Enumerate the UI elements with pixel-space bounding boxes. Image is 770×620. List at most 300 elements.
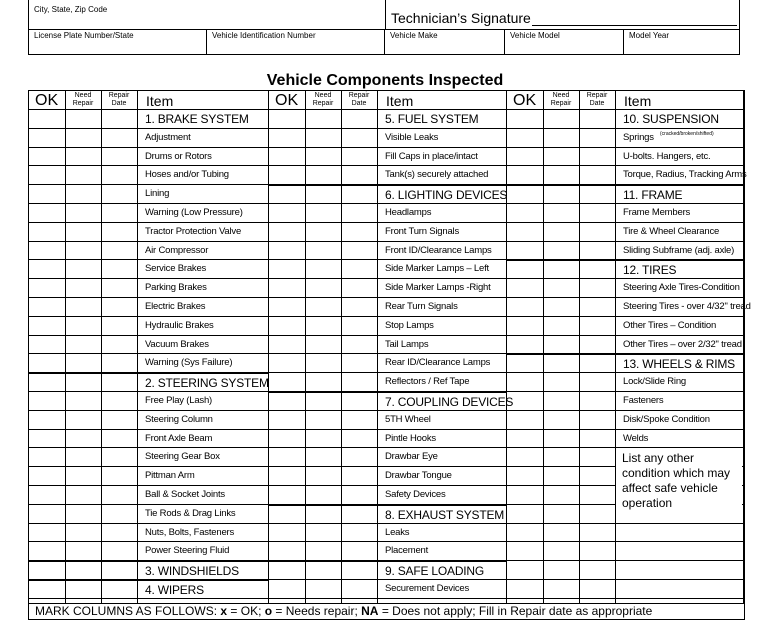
need-repair-cell[interactable] xyxy=(65,129,101,147)
need-repair-cell[interactable] xyxy=(65,354,101,372)
ok-cell[interactable] xyxy=(29,317,65,335)
signature-line xyxy=(532,13,737,26)
need-repair-cell[interactable] xyxy=(543,505,579,523)
ok-cell[interactable] xyxy=(29,430,65,448)
ok-cell[interactable] xyxy=(269,562,305,579)
repair-date-cell[interactable] xyxy=(101,467,137,485)
need-repair-cell[interactable] xyxy=(305,486,341,504)
inspection-row xyxy=(269,411,507,430)
need-repair-cell[interactable] xyxy=(543,129,579,147)
ok-cell[interactable] xyxy=(507,542,543,560)
ok-cell[interactable] xyxy=(269,186,305,203)
ok-cell[interactable] xyxy=(507,279,543,297)
need-repair-cell[interactable] xyxy=(65,411,101,429)
ok-cell[interactable] xyxy=(29,411,65,429)
blank-row xyxy=(507,542,744,561)
repair-date-cell[interactable] xyxy=(579,223,615,241)
ok-cell[interactable] xyxy=(29,110,65,128)
repair-date-cell[interactable] xyxy=(341,448,377,466)
need-repair-cell[interactable] xyxy=(305,279,341,297)
inspection-row xyxy=(269,129,507,148)
ok-cell[interactable] xyxy=(269,223,305,241)
repair-date-cell[interactable] xyxy=(101,260,137,278)
repair-date-cell[interactable] xyxy=(101,166,137,184)
need-repair-cell[interactable] xyxy=(543,373,579,391)
ok-cell[interactable] xyxy=(269,467,305,485)
category-label: 6. LIGHTING DEVICES xyxy=(385,188,508,203)
ok-cell[interactable] xyxy=(29,448,65,466)
repair-date-cell[interactable] xyxy=(579,486,615,504)
need-repair-cell[interactable] xyxy=(65,110,101,128)
repair-date-cell[interactable] xyxy=(579,242,615,260)
item-label: Free Play (Lash) xyxy=(145,395,213,406)
inspection-row xyxy=(269,524,507,543)
item-label: Headlamps xyxy=(385,207,432,218)
repair-date-cell[interactable] xyxy=(101,148,137,166)
need-repair-cell[interactable] xyxy=(65,505,101,523)
ok-cell[interactable] xyxy=(29,242,65,260)
ok-cell[interactable] xyxy=(507,467,543,485)
ok-cell[interactable] xyxy=(507,505,543,523)
ok-cell[interactable] xyxy=(507,486,543,504)
repair-date-header: Repair Date xyxy=(108,92,130,107)
item-label: Air Compressor xyxy=(145,244,209,256)
repair-date-cell[interactable] xyxy=(341,393,377,410)
inspection-row xyxy=(269,260,507,279)
item-label: Front ID/Clearance Lamps xyxy=(385,244,492,256)
need-repair-cell[interactable] xyxy=(65,242,101,260)
need-repair-cell[interactable] xyxy=(305,373,341,391)
ok-cell[interactable] xyxy=(29,374,65,391)
item-label: Securement Devices xyxy=(385,583,470,594)
need-repair-cell[interactable] xyxy=(543,430,579,448)
blank-row xyxy=(507,580,744,599)
need-repair-cell[interactable] xyxy=(65,148,101,166)
need-repair-cell[interactable] xyxy=(305,166,341,184)
need-repair-cell[interactable] xyxy=(305,129,341,147)
city-state-zip-field[interactable] xyxy=(29,0,386,29)
ok-cell[interactable] xyxy=(29,581,65,598)
need-repair-cell[interactable] xyxy=(543,261,579,278)
repair-date-cell[interactable] xyxy=(341,430,377,448)
ok-cell[interactable] xyxy=(507,166,543,184)
repair-date-cell[interactable] xyxy=(579,524,615,542)
need-repair-cell[interactable] xyxy=(305,110,341,128)
need-repair-cell[interactable] xyxy=(65,467,101,485)
repair-date-cell[interactable] xyxy=(101,336,137,354)
ok-cell[interactable] xyxy=(507,110,543,128)
need-repair-cell[interactable] xyxy=(543,186,579,203)
need-repair-cell[interactable] xyxy=(65,374,101,391)
repair-date-cell[interactable] xyxy=(579,261,615,278)
need-repair-cell[interactable] xyxy=(543,467,579,485)
model-year-field[interactable] xyxy=(624,29,739,54)
repair-date-cell[interactable] xyxy=(579,430,615,448)
need-repair-cell[interactable] xyxy=(543,336,579,354)
repair-date-cell[interactable] xyxy=(579,148,615,166)
repair-date-cell[interactable] xyxy=(101,279,137,297)
ok-header: OK xyxy=(275,92,299,109)
ok-cell[interactable] xyxy=(269,336,305,354)
vin-field[interactable] xyxy=(207,29,385,54)
repair-date-cell[interactable] xyxy=(341,204,377,222)
vehicle-model-field[interactable] xyxy=(505,29,624,54)
ok-cell[interactable] xyxy=(29,260,65,278)
repair-date-cell[interactable] xyxy=(341,110,377,128)
need-repair-cell[interactable] xyxy=(543,355,579,372)
ok-cell[interactable] xyxy=(269,580,305,598)
inspection-row xyxy=(507,430,744,449)
inspection-row xyxy=(269,242,507,261)
item-label: Drawbar Eye xyxy=(385,451,438,463)
need-repair-cell[interactable] xyxy=(305,411,341,429)
need-repair-cell[interactable] xyxy=(305,354,341,372)
ok-cell[interactable] xyxy=(269,317,305,335)
need-repair-cell[interactable] xyxy=(65,185,101,203)
inspection-column-1 xyxy=(29,91,269,603)
repair-date-cell[interactable] xyxy=(341,166,377,184)
repair-date-cell[interactable] xyxy=(341,354,377,372)
need-repair-cell[interactable] xyxy=(65,317,101,335)
repair-date-cell[interactable] xyxy=(341,260,377,278)
need-repair-cell[interactable] xyxy=(543,223,579,241)
ok-cell[interactable] xyxy=(29,542,65,560)
need-repair-cell[interactable] xyxy=(305,562,341,579)
need-repair-cell[interactable] xyxy=(305,580,341,598)
need-repair-cell[interactable] xyxy=(65,204,101,222)
need-repair-cell[interactable] xyxy=(543,448,579,466)
ok-cell[interactable] xyxy=(269,166,305,184)
category-label: 1. BRAKE SYSTEM xyxy=(145,112,249,126)
category-row xyxy=(269,110,507,129)
repair-date-cell[interactable] xyxy=(341,580,377,598)
category-row xyxy=(507,185,744,204)
ok-cell[interactable] xyxy=(507,317,543,335)
repair-date-cell[interactable] xyxy=(101,524,137,542)
need-repair-cell[interactable] xyxy=(543,580,579,598)
repair-date-cell[interactable] xyxy=(341,542,377,560)
repair-date-cell[interactable] xyxy=(101,129,137,147)
item-label: U-bolts. Hangers, etc. xyxy=(623,150,711,162)
need-repair-cell[interactable] xyxy=(543,110,579,128)
repair-date-cell[interactable] xyxy=(341,524,377,542)
repair-date-cell[interactable] xyxy=(101,448,137,466)
need-repair-cell[interactable] xyxy=(305,242,341,260)
need-repair-cell[interactable] xyxy=(65,279,101,297)
need-repair-cell[interactable] xyxy=(305,317,341,335)
ok-cell[interactable] xyxy=(269,430,305,448)
repair-date-cell[interactable] xyxy=(579,392,615,410)
ok-cell[interactable] xyxy=(269,298,305,316)
ok-cell[interactable] xyxy=(29,354,65,372)
repair-date-cell[interactable] xyxy=(101,374,137,391)
need-repair-cell[interactable] xyxy=(65,524,101,542)
need-repair-cell[interactable] xyxy=(305,430,341,448)
need-repair-cell[interactable] xyxy=(65,542,101,560)
repair-date-cell[interactable] xyxy=(101,223,137,241)
need-repair-cell[interactable] xyxy=(65,392,101,410)
need-repair-cell[interactable] xyxy=(305,204,341,222)
ok-cell[interactable] xyxy=(507,242,543,260)
repair-date-cell[interactable] xyxy=(341,486,377,504)
need-repair-cell[interactable] xyxy=(305,524,341,542)
need-repair-cell[interactable] xyxy=(543,242,579,260)
ok-cell[interactable] xyxy=(269,129,305,147)
need-repair-cell[interactable] xyxy=(305,393,341,410)
ok-cell[interactable] xyxy=(29,505,65,523)
ok-cell[interactable] xyxy=(269,506,305,523)
repair-date-cell[interactable] xyxy=(341,562,377,579)
ok-cell[interactable] xyxy=(29,279,65,297)
repair-date-cell[interactable] xyxy=(101,411,137,429)
repair-date-cell[interactable] xyxy=(101,542,137,560)
repair-date-cell[interactable] xyxy=(101,110,137,128)
repair-date-cell[interactable] xyxy=(579,166,615,184)
category-row xyxy=(29,580,269,599)
need-repair-cell[interactable] xyxy=(65,562,101,579)
need-repair-cell[interactable] xyxy=(65,486,101,504)
repair-date-cell[interactable] xyxy=(579,580,615,598)
ok-cell[interactable] xyxy=(29,185,65,203)
repair-date-cell[interactable] xyxy=(341,186,377,203)
repair-date-cell[interactable] xyxy=(101,298,137,316)
need-repair-cell[interactable] xyxy=(543,561,579,579)
need-repair-header: Need Repair xyxy=(72,92,94,107)
ok-cell[interactable] xyxy=(29,223,65,241)
inspection-row xyxy=(29,430,269,449)
ok-cell[interactable] xyxy=(269,260,305,278)
ok-cell[interactable] xyxy=(507,524,543,542)
need-repair-cell[interactable] xyxy=(543,524,579,542)
repair-date-cell[interactable] xyxy=(579,298,615,316)
ok-cell[interactable] xyxy=(507,373,543,391)
item-label: Sliding Subframe (adj. axle) xyxy=(623,244,735,256)
vehicle-make-field[interactable] xyxy=(385,29,505,54)
ok-cell[interactable] xyxy=(269,242,305,260)
repair-date-cell[interactable] xyxy=(101,486,137,504)
repair-date-cell[interactable] xyxy=(579,448,615,466)
need-repair-cell[interactable] xyxy=(305,223,341,241)
inspection-column-2 xyxy=(269,91,514,603)
need-repair-cell[interactable] xyxy=(305,467,341,485)
ok-cell[interactable] xyxy=(269,524,305,542)
need-repair-cell[interactable] xyxy=(543,204,579,222)
repair-date-cell[interactable] xyxy=(101,204,137,222)
need-repair-cell[interactable] xyxy=(65,166,101,184)
repair-date-cell[interactable] xyxy=(101,317,137,335)
item-label: Front Turn Signals xyxy=(385,225,460,237)
ok-cell[interactable] xyxy=(29,129,65,147)
need-repair-cell[interactable] xyxy=(543,392,579,410)
ok-cell[interactable] xyxy=(269,110,305,128)
ok-cell[interactable] xyxy=(269,279,305,297)
ok-cell[interactable] xyxy=(507,430,543,448)
ok-cell[interactable] xyxy=(507,411,543,429)
ok-cell[interactable] xyxy=(507,336,543,354)
need-repair-cell[interactable] xyxy=(543,542,579,560)
repair-date-cell[interactable] xyxy=(341,223,377,241)
license-plate-field[interactable] xyxy=(29,29,207,54)
category-row xyxy=(269,185,507,204)
need-repair-cell[interactable] xyxy=(305,186,341,203)
need-repair-cell[interactable] xyxy=(65,298,101,316)
need-repair-cell[interactable] xyxy=(543,317,579,335)
repair-date-cell[interactable] xyxy=(579,129,615,147)
need-repair-cell[interactable] xyxy=(65,430,101,448)
need-repair-cell[interactable] xyxy=(305,260,341,278)
category-row xyxy=(269,561,507,580)
inspection-row xyxy=(29,317,269,336)
repair-date-cell[interactable] xyxy=(341,467,377,485)
repair-date-cell[interactable] xyxy=(341,129,377,147)
repair-date-cell[interactable] xyxy=(579,542,615,560)
ok-cell[interactable] xyxy=(29,392,65,410)
category-label: 5. FUEL SYSTEM xyxy=(385,112,479,126)
item-label: Power Steering Fluid xyxy=(145,545,230,557)
inspection-row xyxy=(29,129,269,148)
repair-date-cell[interactable] xyxy=(101,505,137,523)
ok-cell[interactable] xyxy=(29,166,65,184)
inspection-row xyxy=(269,467,507,486)
repair-date-cell[interactable] xyxy=(101,581,137,598)
category-label: 4. WIPERS xyxy=(145,583,204,597)
ok-cell[interactable] xyxy=(507,204,543,222)
need-repair-cell[interactable] xyxy=(305,298,341,316)
repair-date-cell[interactable] xyxy=(579,467,615,485)
need-repair-cell[interactable] xyxy=(543,279,579,297)
need-repair-cell[interactable] xyxy=(305,506,341,523)
ok-cell[interactable] xyxy=(29,148,65,166)
category-label: 2. STEERING SYSTEM xyxy=(145,376,269,391)
need-repair-cell[interactable] xyxy=(305,542,341,560)
repair-date-cell[interactable] xyxy=(101,392,137,410)
ok-cell[interactable] xyxy=(269,486,305,504)
need-repair-cell[interactable] xyxy=(543,166,579,184)
repair-date-cell[interactable] xyxy=(341,298,377,316)
inspection-row xyxy=(29,298,269,317)
repair-date-cell[interactable] xyxy=(101,185,137,203)
item-label: Torque, Radius, Tracking Arms xyxy=(623,169,747,181)
need-repair-cell[interactable] xyxy=(65,448,101,466)
repair-date-cell[interactable] xyxy=(579,411,615,429)
repair-date-cell[interactable] xyxy=(579,279,615,297)
need-repair-cell[interactable] xyxy=(543,486,579,504)
repair-date-cell[interactable] xyxy=(341,336,377,354)
inspection-row xyxy=(269,204,507,223)
ok-cell[interactable] xyxy=(507,448,543,466)
ok-cell[interactable] xyxy=(29,486,65,504)
repair-date-cell[interactable] xyxy=(341,373,377,391)
ok-cell[interactable] xyxy=(507,355,543,372)
ok-cell[interactable] xyxy=(269,411,305,429)
repair-date-cell[interactable] xyxy=(579,373,615,391)
repair-date-cell[interactable] xyxy=(579,186,615,203)
repair-date-cell[interactable] xyxy=(341,411,377,429)
need-repair-cell[interactable] xyxy=(543,148,579,166)
vehicle-model-label: Vehicle Model xyxy=(510,31,560,40)
repair-date-cell[interactable] xyxy=(341,317,377,335)
ok-cell[interactable] xyxy=(507,561,543,579)
ok-cell[interactable] xyxy=(507,129,543,147)
ok-cell[interactable] xyxy=(269,393,305,410)
need-repair-cell[interactable] xyxy=(305,148,341,166)
need-repair-cell[interactable] xyxy=(543,411,579,429)
ok-cell[interactable] xyxy=(29,467,65,485)
need-repair-cell[interactable] xyxy=(65,581,101,598)
ok-cell[interactable] xyxy=(269,542,305,560)
repair-date-cell[interactable] xyxy=(101,430,137,448)
inspection-row xyxy=(269,223,507,242)
repair-date-cell[interactable] xyxy=(579,561,615,579)
repair-date-cell[interactable] xyxy=(579,317,615,335)
ok-cell[interactable] xyxy=(29,336,65,354)
ok-cell[interactable] xyxy=(29,204,65,222)
item-label: Leaks xyxy=(385,526,410,538)
vehicle-make-label: Vehicle Make xyxy=(390,31,438,40)
repair-date-cell[interactable] xyxy=(341,279,377,297)
need-repair-cell[interactable] xyxy=(65,260,101,278)
ok-cell[interactable] xyxy=(507,186,543,203)
item-label: Safety Devices xyxy=(385,489,446,500)
repair-date-cell[interactable] xyxy=(101,354,137,372)
repair-date-cell[interactable] xyxy=(101,242,137,260)
need-repair-cell[interactable] xyxy=(543,298,579,316)
ok-cell[interactable] xyxy=(507,580,543,598)
need-repair-cell[interactable] xyxy=(65,336,101,354)
repair-date-cell[interactable] xyxy=(341,506,377,523)
ok-cell[interactable] xyxy=(269,354,305,372)
ok-cell[interactable] xyxy=(269,204,305,222)
ok-cell[interactable] xyxy=(507,298,543,316)
ok-cell[interactable] xyxy=(29,524,65,542)
inspection-row xyxy=(507,166,747,185)
need-repair-cell[interactable] xyxy=(305,448,341,466)
need-repair-cell[interactable] xyxy=(305,336,341,354)
other-condition-box[interactable] xyxy=(616,449,742,511)
inspection-row xyxy=(269,430,507,449)
ok-cell[interactable] xyxy=(29,298,65,316)
category-row xyxy=(29,110,269,129)
repair-date-cell[interactable] xyxy=(579,505,615,523)
ok-cell[interactable] xyxy=(269,373,305,391)
item-label: Electric Brakes xyxy=(145,301,206,312)
inspection-row xyxy=(507,242,744,261)
repair-date-cell[interactable] xyxy=(341,148,377,166)
need-repair-cell[interactable] xyxy=(65,223,101,241)
ok-cell[interactable] xyxy=(507,223,543,241)
ok-cell[interactable] xyxy=(29,562,65,579)
ok-cell[interactable] xyxy=(507,261,543,278)
ok-cell[interactable] xyxy=(269,448,305,466)
inspection-row xyxy=(269,354,507,373)
repair-date-cell[interactable] xyxy=(341,242,377,260)
ok-cell[interactable] xyxy=(269,148,305,166)
repair-date-cell[interactable] xyxy=(579,355,615,372)
category-label: 3. WINDSHIELDS xyxy=(145,564,239,579)
category-label: 11. FRAME xyxy=(623,188,683,203)
repair-date-cell[interactable] xyxy=(579,204,615,222)
category-label: 10. SUSPENSION xyxy=(623,112,719,126)
inspection-row xyxy=(29,279,269,298)
repair-date-cell[interactable] xyxy=(101,562,137,579)
repair-date-cell[interactable] xyxy=(579,110,615,128)
item-label: 5TH Wheel xyxy=(385,413,431,425)
technician-signature-field[interactable] xyxy=(391,10,737,26)
ok-cell[interactable] xyxy=(507,148,543,166)
ok-cell[interactable] xyxy=(507,392,543,410)
category-label: 8. EXHAUST SYSTEM xyxy=(385,507,505,522)
repair-date-cell[interactable] xyxy=(579,336,615,354)
